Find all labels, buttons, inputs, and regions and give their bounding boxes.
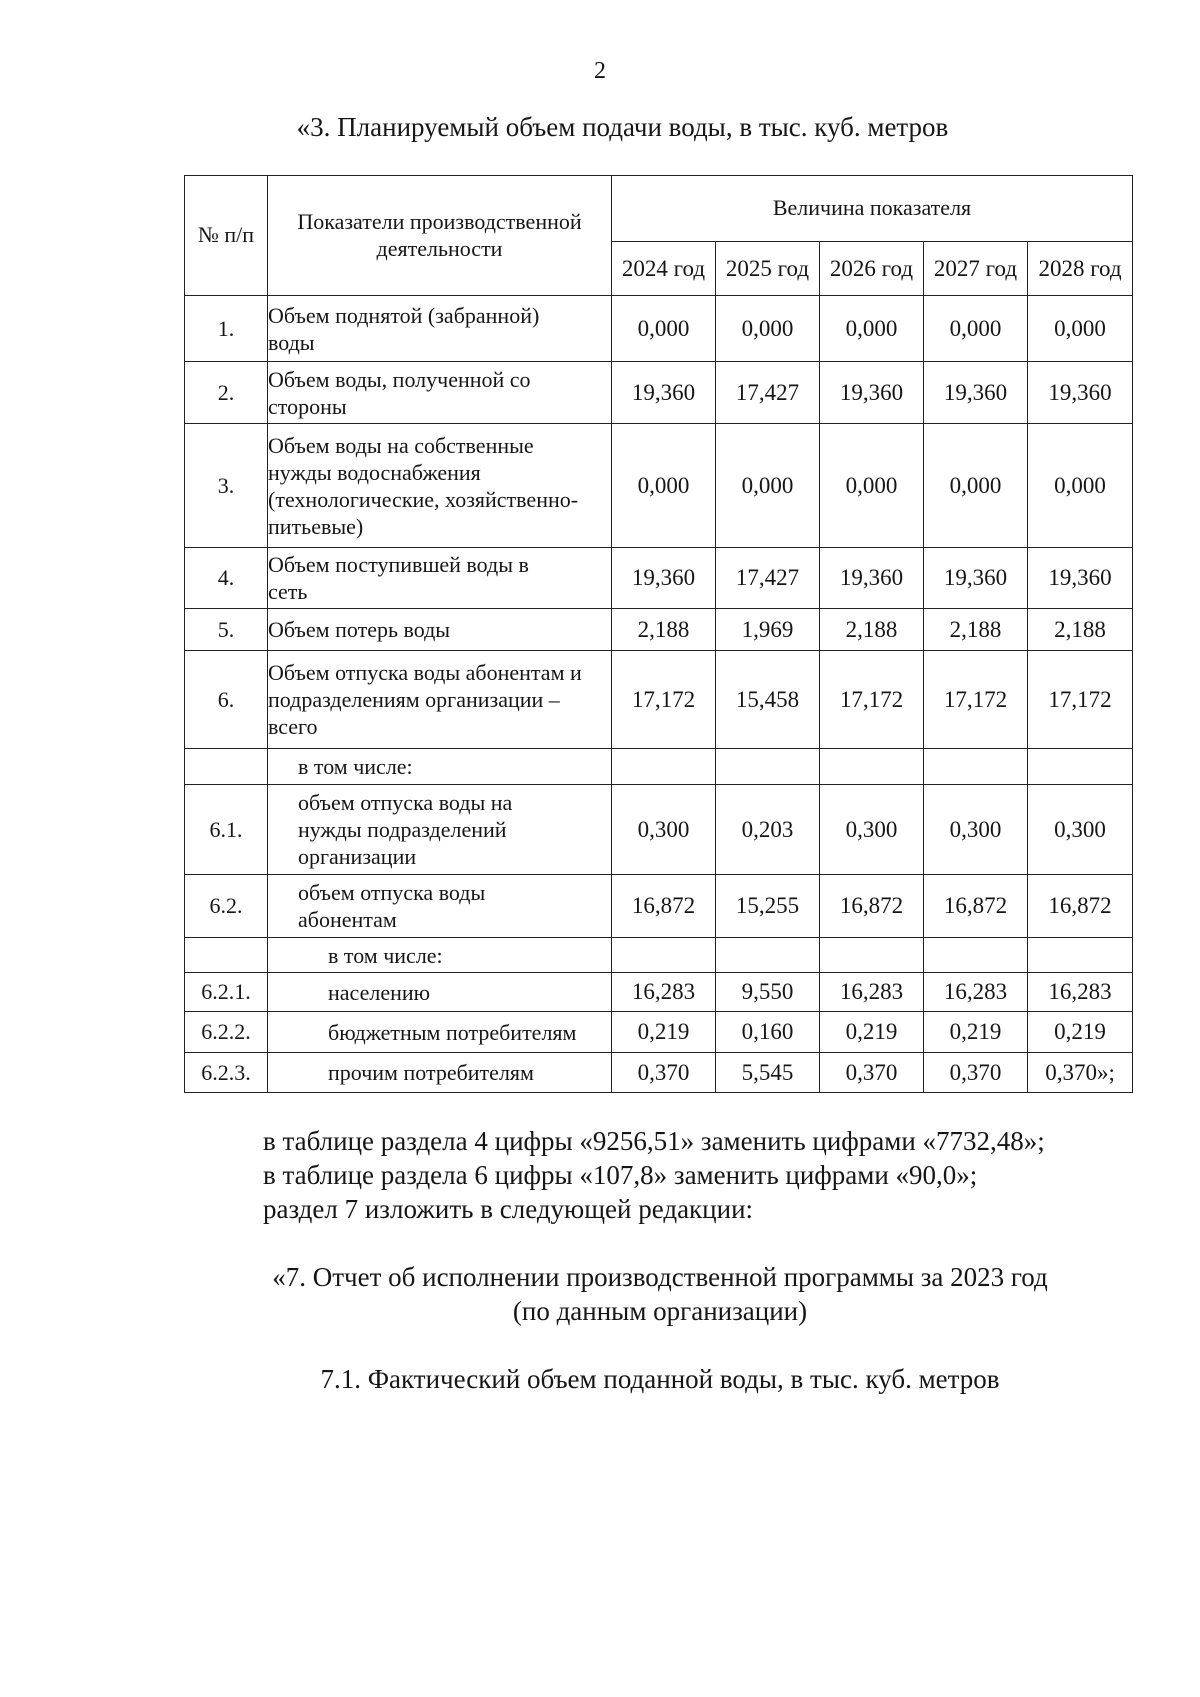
row-value: 0,219 [820, 1012, 924, 1053]
row-value: 0,000 [924, 424, 1028, 548]
row-value [924, 749, 1028, 785]
row-value: 0,000 [924, 296, 1028, 362]
row-value: 5,545 [716, 1053, 820, 1093]
row-indicator: объем отпуска воды на нужды подразделений организации [268, 785, 612, 875]
row-value [716, 749, 820, 785]
row-indicator: Объем поступившей воды в сеть [268, 548, 612, 609]
row-value: 19,360 [1028, 362, 1133, 424]
row-value: 16,872 [820, 875, 924, 938]
row-number: 3. [185, 424, 268, 548]
row-value: 2,188 [612, 609, 716, 651]
row-indicator: объем отпуска воды абонентам [268, 875, 612, 938]
row-value: 9,550 [716, 973, 820, 1012]
row-value [716, 938, 820, 973]
row-value: 0,000 [1028, 296, 1133, 362]
row-number: 6.2.3. [185, 1053, 268, 1093]
row-indicator: бюджетным потребителям [268, 1012, 612, 1053]
header-number: № п/п [185, 176, 268, 296]
row-value: 0,000 [612, 296, 716, 362]
row-value: 0,370 [924, 1053, 1028, 1093]
row-value: 0,370 [612, 1053, 716, 1093]
header-indicator: Показатели производственной деятельности [268, 176, 612, 296]
row-value: 19,360 [612, 362, 716, 424]
row-number [185, 749, 268, 785]
row-value: 0,000 [820, 424, 924, 548]
row-indicator: в том числе: [268, 749, 612, 785]
row-value: 0,000 [1028, 424, 1133, 548]
row-value: 17,172 [924, 651, 1028, 749]
table-row [185, 651, 1133, 749]
row-indicator: в том числе: [268, 938, 612, 973]
row-value: 19,360 [612, 548, 716, 609]
row-value: 17,427 [716, 362, 820, 424]
amendment-paragraphs [263, 1124, 1045, 1226]
row-value: 16,283 [1028, 973, 1133, 1012]
row-value: 0,370»; [1028, 1053, 1133, 1093]
row-value: 17,172 [820, 651, 924, 749]
header-value-group: Величина показателя [612, 176, 1133, 242]
row-indicator: Объем потерь воды [268, 609, 612, 651]
row-value [612, 938, 716, 973]
row-value: 1,969 [716, 609, 820, 651]
row-value: 0,300 [612, 785, 716, 875]
row-value: 0,160 [716, 1012, 820, 1053]
row-number [185, 938, 268, 973]
row-value: 0,000 [716, 296, 820, 362]
row-number: 5. [185, 609, 268, 651]
row-value [612, 749, 716, 785]
amendment-paragraph: в таблице раздела 6 цифры «107,8» заменить цифрами «90,0»; [263, 1160, 978, 1190]
row-value: 19,360 [924, 548, 1028, 609]
section7-title [0, 1260, 1200, 1328]
row-value [1028, 749, 1133, 785]
row-value: 16,872 [612, 875, 716, 938]
table-row [185, 973, 1133, 1012]
table-row [185, 296, 1133, 362]
page-number: 2 [594, 58, 606, 84]
table-row [185, 424, 1133, 548]
row-value: 16,283 [924, 973, 1028, 1012]
row-indicator: населению [268, 973, 612, 1012]
row-value: 16,283 [612, 973, 716, 1012]
header-year: 2026 год [820, 242, 924, 296]
row-indicator: Объем поднятой (забранной) воды [268, 296, 612, 362]
section71-title: 7.1. Фактический объем поданной воды, в тыс. куб. метров [320, 1364, 1000, 1394]
amendment-paragraph: в таблице раздела 4 цифры «9256,51» заменить цифрами «7732,48»; [263, 1126, 1045, 1156]
row-value: 0,000 [716, 424, 820, 548]
row-value: 16,872 [1028, 875, 1133, 938]
row-indicator: прочим потребителям [268, 1053, 612, 1093]
row-number: 4. [185, 548, 268, 609]
row-number: 2. [185, 362, 268, 424]
row-value: 19,360 [924, 362, 1028, 424]
row-value: 0,370 [820, 1053, 924, 1093]
row-value [1028, 938, 1133, 973]
row-value: 19,360 [820, 362, 924, 424]
table-row [185, 1012, 1133, 1053]
row-indicator: Объем воды, полученной со стороны [268, 362, 612, 424]
row-value: 17,427 [716, 548, 820, 609]
section7-title-line: (по данным организации) [512, 1296, 808, 1326]
table-row [185, 609, 1133, 651]
row-value: 0,000 [612, 424, 716, 548]
row-indicator: Объем отпуска воды абонентам и подразделениям организации – всего [268, 651, 612, 749]
header-year: 2024 год [612, 242, 716, 296]
header-year: 2025 год [716, 242, 820, 296]
row-value: 2,188 [820, 609, 924, 651]
section7-title-line: «7. Отчет об исполнении производственной программы за 2023 год [272, 1262, 1048, 1292]
row-value: 2,188 [924, 609, 1028, 651]
table-row [185, 938, 1133, 973]
indicators-table [184, 175, 1133, 1093]
row-value: 19,360 [820, 548, 924, 609]
row-value: 15,255 [716, 875, 820, 938]
table-row [185, 749, 1133, 785]
table-row [185, 362, 1133, 424]
table-row [185, 875, 1133, 938]
amendment-paragraph: раздел 7 изложить в следующей редакции: [263, 1194, 754, 1224]
table-row [185, 785, 1133, 875]
row-value [820, 749, 924, 785]
row-number: 6.2.2. [185, 1012, 268, 1053]
row-value: 0,219 [612, 1012, 716, 1053]
row-value [924, 938, 1028, 973]
header-year: 2028 год [1028, 242, 1133, 296]
row-value: 0,300 [1028, 785, 1133, 875]
row-value: 0,219 [924, 1012, 1028, 1053]
row-value: 16,283 [820, 973, 924, 1012]
row-value: 2,188 [1028, 609, 1133, 651]
row-value: 15,458 [716, 651, 820, 749]
row-value: 19,360 [1028, 548, 1133, 609]
row-indicator: Объем воды на собственные нужды водоснабжения (технологические, хозяйственно-питьевые) [268, 424, 612, 548]
table-row [185, 548, 1133, 609]
row-number: 6.1. [185, 785, 268, 875]
row-number: 6.2.1. [185, 973, 268, 1012]
row-number: 6. [185, 651, 268, 749]
header-year: 2027 год [924, 242, 1028, 296]
table-row [185, 1053, 1133, 1093]
row-number: 1. [185, 296, 268, 362]
row-number: 6.2. [185, 875, 268, 938]
row-value: 17,172 [1028, 651, 1133, 749]
row-value: 0,000 [820, 296, 924, 362]
row-value: 16,872 [924, 875, 1028, 938]
row-value: 0,300 [820, 785, 924, 875]
row-value: 0,219 [1028, 1012, 1133, 1053]
row-value [820, 938, 924, 973]
section-title: «3. Планируемый объем подачи воды, в тыс. куб. метров [296, 112, 949, 142]
row-value: 17,172 [612, 651, 716, 749]
row-value: 0,300 [924, 785, 1028, 875]
row-value: 0,203 [716, 785, 820, 875]
